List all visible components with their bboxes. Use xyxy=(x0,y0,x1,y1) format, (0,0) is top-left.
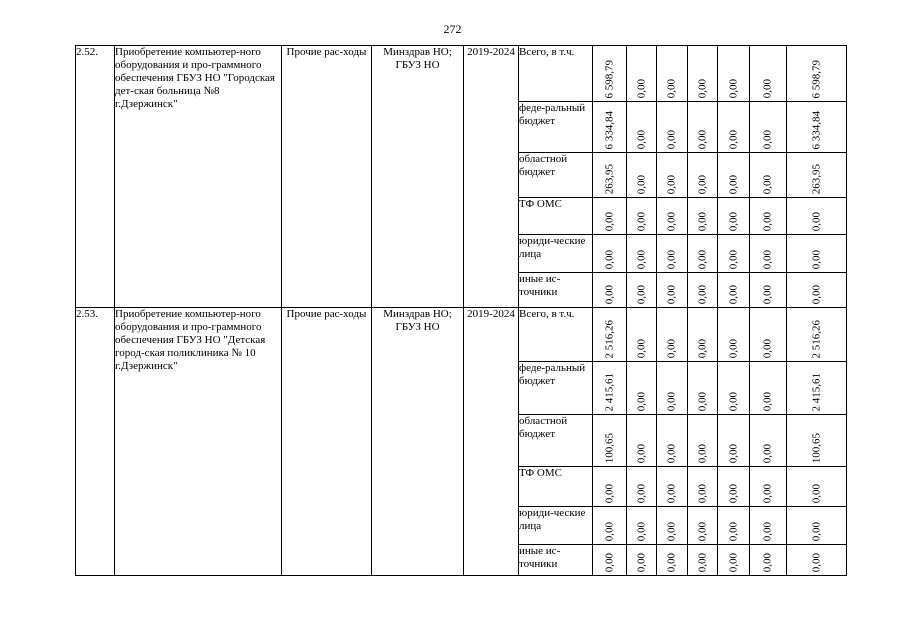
amount-value: 0,00 xyxy=(696,338,708,358)
executor: Минздрав НО; ГБУЗ НО xyxy=(372,308,464,576)
amount-value: 0,00 xyxy=(635,338,647,358)
amount-cell xyxy=(688,153,718,198)
amount-cell xyxy=(750,235,787,273)
amount-value: 0,00 xyxy=(696,174,708,194)
amount-value: 0,00 xyxy=(810,521,822,541)
amount-value: 263,95 xyxy=(603,163,615,194)
funding-source: ТФ ОМС xyxy=(519,467,593,507)
amount-value: 2 516,26 xyxy=(603,319,615,358)
amount-value: 0,00 xyxy=(761,129,774,149)
amount-value: 0,00 xyxy=(665,249,678,269)
amount-value: 0,00 xyxy=(696,552,708,572)
amount-cell xyxy=(718,415,750,467)
amount-cell xyxy=(688,198,718,235)
amount-cell xyxy=(718,467,750,507)
amount-cell xyxy=(750,102,787,153)
amount-value: 6 334,84 xyxy=(603,110,615,149)
amount-value: 0,00 xyxy=(635,284,647,304)
amount-value: 0,00 xyxy=(810,249,822,269)
amount-cell xyxy=(718,273,750,308)
amount-value: 0,00 xyxy=(665,483,678,503)
funding-source: ТФ ОМС xyxy=(519,198,593,235)
amount-cell xyxy=(787,153,847,198)
amount-cell xyxy=(718,198,750,235)
amount-value: 0,00 xyxy=(635,443,647,463)
amount-cell xyxy=(657,507,688,545)
amount-value: 0,00 xyxy=(696,391,708,411)
amount-value: 0,00 xyxy=(603,211,615,231)
amount-cell xyxy=(627,467,657,507)
amount-cell xyxy=(688,415,718,467)
amount-cell xyxy=(718,235,750,273)
amount-cell xyxy=(787,415,847,467)
amount-cell xyxy=(627,198,657,235)
amount-value: 0,00 xyxy=(603,483,615,503)
amount-cell xyxy=(787,198,847,235)
amount-value: 0,00 xyxy=(665,391,678,411)
amount-cell xyxy=(627,273,657,308)
amount-value: 0,00 xyxy=(761,174,774,194)
amount-value: 0,00 xyxy=(727,391,739,411)
item-name: Приобретение компьютер-ного оборудования и про-граммного обеспечения ГБУЗ НО "Детская город-ская поликлиника № 10 г.Дзержинск" xyxy=(115,308,282,576)
amount-value: 0,00 xyxy=(761,483,774,503)
period: 2019-2024 xyxy=(464,308,519,576)
funding-source: феде-ральный бюджет xyxy=(519,102,593,153)
amount-cell xyxy=(750,46,787,102)
amount-value: 0,00 xyxy=(635,483,647,503)
amount-cell xyxy=(657,545,688,576)
executor: Минздрав НО; ГБУЗ НО xyxy=(372,46,464,308)
amount-cell xyxy=(593,507,627,545)
amount-cell xyxy=(787,362,847,415)
amount-value: 2 415,61 xyxy=(603,372,615,411)
amount-cell xyxy=(787,545,847,576)
amount-cell xyxy=(593,308,627,362)
amount-value: 0,00 xyxy=(665,552,678,572)
amount-value: 6 598,79 xyxy=(603,59,615,98)
amount-cell xyxy=(718,507,750,545)
amount-value: 0,00 xyxy=(727,552,739,572)
amount-cell xyxy=(657,46,688,102)
amount-cell xyxy=(688,545,718,576)
amount-cell xyxy=(718,545,750,576)
amount-cell xyxy=(627,308,657,362)
amount-value: 2 516,26 xyxy=(810,319,822,358)
amount-cell xyxy=(593,235,627,273)
amount-cell xyxy=(718,308,750,362)
amount-value: 0,00 xyxy=(727,521,739,541)
amount-value: 0,00 xyxy=(696,211,708,231)
amount-cell xyxy=(750,415,787,467)
amount-cell xyxy=(627,362,657,415)
amount-value: 0,00 xyxy=(696,443,708,463)
amount-cell xyxy=(657,198,688,235)
amount-value: 0,00 xyxy=(761,338,774,358)
amount-value: 0,00 xyxy=(761,443,774,463)
item-name: Приобретение компьютер-ного оборудования и про-граммного обеспечения ГБУЗ НО "Городская дет-ская больница №8 г.Дзержинск" xyxy=(115,46,282,308)
amount-cell xyxy=(657,153,688,198)
amount-value: 0,00 xyxy=(635,129,647,149)
funding-source: иные ис-точники xyxy=(519,273,593,308)
amount-cell xyxy=(718,102,750,153)
amount-value: 100,65 xyxy=(810,432,822,463)
amount-value: 0,00 xyxy=(810,284,822,304)
amount-cell xyxy=(787,46,847,102)
amount-value: 2 415,61 xyxy=(810,372,822,411)
amount-value: 0,00 xyxy=(696,521,708,541)
expense-type: Прочие рас-ходы xyxy=(282,308,372,576)
amount-cell xyxy=(750,308,787,362)
amount-value: 0,00 xyxy=(761,521,774,541)
amount-cell xyxy=(627,46,657,102)
amount-value: 0,00 xyxy=(727,129,739,149)
amount-cell xyxy=(718,153,750,198)
amount-cell xyxy=(750,507,787,545)
table-row xyxy=(76,308,847,362)
amount-value: 0,00 xyxy=(665,129,678,149)
amount-cell xyxy=(787,507,847,545)
amount-value: 0,00 xyxy=(603,249,615,269)
amount-value: 0,00 xyxy=(761,211,774,231)
amount-value: 0,00 xyxy=(665,284,678,304)
amount-value: 100,65 xyxy=(603,432,615,463)
amount-value: 0,00 xyxy=(727,211,739,231)
amount-value: 0,00 xyxy=(727,249,739,269)
amount-cell xyxy=(688,273,718,308)
amount-value: 0,00 xyxy=(635,391,647,411)
amount-value: 0,00 xyxy=(603,284,615,304)
period: 2019-2024 xyxy=(464,46,519,308)
amount-value: 0,00 xyxy=(761,284,774,304)
amount-value: 0,00 xyxy=(635,521,647,541)
amount-cell xyxy=(627,235,657,273)
amount-value: 0,00 xyxy=(665,174,678,194)
amount-cell xyxy=(593,467,627,507)
amount-value: 0,00 xyxy=(665,338,678,358)
amount-cell xyxy=(627,102,657,153)
amount-cell xyxy=(688,235,718,273)
amount-value: 0,00 xyxy=(635,174,647,194)
funding-source: юриди-ческие лица xyxy=(519,235,593,273)
amount-cell xyxy=(593,46,627,102)
amount-cell xyxy=(787,235,847,273)
amount-cell xyxy=(750,545,787,576)
amount-value: 0,00 xyxy=(727,483,739,503)
amount-value: 0,00 xyxy=(727,338,739,358)
amount-cell xyxy=(593,153,627,198)
amount-cell xyxy=(688,46,718,102)
amount-cell xyxy=(688,362,718,415)
amount-value: 0,00 xyxy=(635,249,647,269)
amount-value: 0,00 xyxy=(761,391,774,411)
amount-value: 0,00 xyxy=(727,443,739,463)
funding-source: феде-ральный бюджет xyxy=(519,362,593,415)
amount-value: 0,00 xyxy=(761,249,774,269)
amount-value: 0,00 xyxy=(665,211,678,231)
amount-cell xyxy=(593,273,627,308)
amount-cell xyxy=(688,467,718,507)
amount-value: 0,00 xyxy=(696,249,708,269)
amount-cell xyxy=(688,507,718,545)
amount-value: 0,00 xyxy=(727,78,739,98)
amount-cell xyxy=(657,273,688,308)
amount-value: 0,00 xyxy=(810,211,822,231)
amount-value: 0,00 xyxy=(696,284,708,304)
amount-value: 0,00 xyxy=(665,78,678,98)
page-number: 272 xyxy=(443,22,462,36)
amount-value: 0,00 xyxy=(635,78,647,98)
amount-cell xyxy=(787,102,847,153)
amount-value: 0,00 xyxy=(696,129,708,149)
amount-cell xyxy=(750,198,787,235)
amount-value: 263,95 xyxy=(810,163,822,194)
amount-cell xyxy=(787,308,847,362)
funding-source: областной бюджет xyxy=(519,153,593,198)
funding-source: иные ис-точники xyxy=(519,545,593,576)
funding-source: юриди-ческие лица xyxy=(519,507,593,545)
amount-cell xyxy=(627,415,657,467)
amount-value: 0,00 xyxy=(761,552,774,572)
amount-value: 0,00 xyxy=(761,78,774,98)
amount-cell xyxy=(787,467,847,507)
amount-cell xyxy=(750,467,787,507)
amount-cell xyxy=(627,545,657,576)
amount-cell xyxy=(657,467,688,507)
amount-cell xyxy=(593,362,627,415)
amount-cell xyxy=(593,545,627,576)
amount-value: 0,00 xyxy=(665,443,678,463)
amount-cell xyxy=(657,362,688,415)
amount-cell xyxy=(657,102,688,153)
amount-cell xyxy=(787,273,847,308)
amount-cell xyxy=(657,235,688,273)
item-number: 2.53. xyxy=(76,308,115,576)
amount-cell xyxy=(718,46,750,102)
amount-cell xyxy=(750,273,787,308)
funding-table xyxy=(75,45,847,576)
amount-value: 0,00 xyxy=(727,174,739,194)
amount-value: 6 598,79 xyxy=(810,59,822,98)
table-row xyxy=(76,46,847,102)
amount-cell xyxy=(627,507,657,545)
funding-source: Всего, в т.ч. xyxy=(519,308,593,362)
amount-cell xyxy=(657,308,688,362)
amount-value: 0,00 xyxy=(810,552,822,572)
amount-cell xyxy=(627,153,657,198)
amount-cell xyxy=(718,362,750,415)
expense-type: Прочие рас-ходы xyxy=(282,46,372,308)
amount-value: 0,00 xyxy=(635,552,647,572)
amount-value: 0,00 xyxy=(696,78,708,98)
funding-source: Всего, в т.ч. xyxy=(519,46,593,102)
amount-cell xyxy=(657,415,688,467)
item-number: 2.52. xyxy=(76,46,115,308)
amount-value: 0,00 xyxy=(603,552,615,572)
amount-value: 0,00 xyxy=(665,521,678,541)
amount-value: 0,00 xyxy=(810,483,822,503)
amount-cell xyxy=(593,198,627,235)
amount-cell xyxy=(593,102,627,153)
amount-value: 0,00 xyxy=(696,483,708,503)
amount-cell xyxy=(593,415,627,467)
amount-value: 0,00 xyxy=(727,284,739,304)
amount-cell xyxy=(750,362,787,415)
funding-source: областной бюджет xyxy=(519,415,593,467)
amount-value: 0,00 xyxy=(635,211,647,231)
amount-cell xyxy=(688,102,718,153)
amount-cell xyxy=(688,308,718,362)
amount-cell xyxy=(750,153,787,198)
amount-value: 0,00 xyxy=(603,521,615,541)
amount-value: 6 334,84 xyxy=(810,110,822,149)
